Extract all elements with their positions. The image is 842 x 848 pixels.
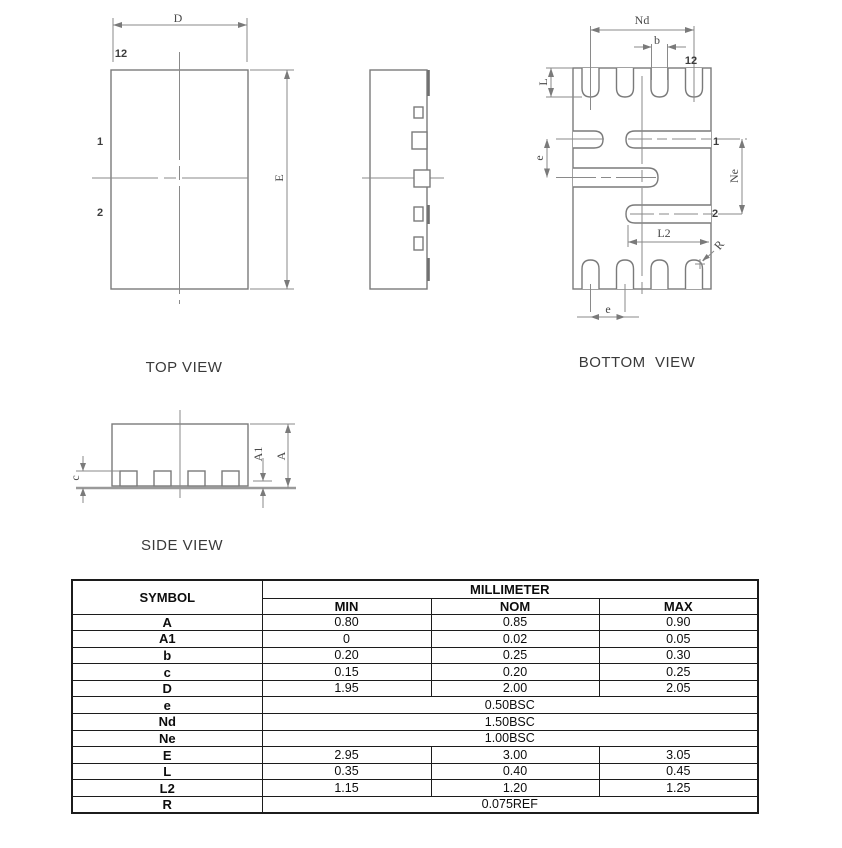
arrowhead (643, 44, 652, 50)
symbol-cell: Nd (72, 714, 262, 731)
arrowhead (284, 280, 290, 289)
bottom-view (532, 13, 747, 320)
top-view (92, 11, 294, 304)
dim-label-D: D (173, 11, 183, 25)
arrowhead (285, 424, 291, 433)
table-row (72, 697, 758, 714)
span-cell: 0.075REF (262, 797, 758, 814)
dimension-Ne (727, 139, 745, 214)
header-max: MAX (599, 598, 758, 614)
arrowhead (628, 239, 637, 245)
symbol-cell: D (72, 680, 262, 697)
table-row (72, 730, 758, 747)
nom-cell: 3.00 (431, 747, 599, 764)
dim-label-e-bottom: e (605, 302, 611, 316)
max-cell: 3.05 (599, 747, 758, 764)
arrowhead (702, 254, 710, 261)
symbol-cell: A1 (72, 631, 262, 648)
pin-label-1-bottom-view: 1 (712, 136, 720, 148)
arrowhead (548, 88, 554, 97)
symbol-cell: e (72, 697, 262, 714)
lead (222, 471, 239, 486)
max-cell: 0.45 (599, 763, 758, 780)
header-millimeter: MILLIMETER (262, 580, 758, 598)
dim-label-L: L (536, 78, 550, 86)
arrowhead (548, 68, 554, 77)
table-row (72, 763, 758, 780)
dimension-E (250, 70, 294, 289)
symbol-cell: Ne (72, 730, 262, 747)
arrowhead (739, 205, 745, 214)
side-view-title: SIDE VIEW (140, 537, 224, 554)
header-nom: NOM (431, 598, 599, 614)
side-view (68, 410, 296, 508)
min-cell: 1.15 (262, 780, 431, 797)
table-row (72, 714, 758, 731)
nom-cell: 0.20 (431, 664, 599, 681)
min-cell: 0.20 (262, 647, 431, 664)
nom-cell: 1.20 (431, 780, 599, 797)
span-cell: 1.00BSC (262, 730, 758, 747)
arrowhead (238, 22, 247, 28)
arrowhead (544, 139, 550, 148)
arrowhead (284, 70, 290, 79)
symbol-cell: b (72, 647, 262, 664)
dim-label-A: A (274, 451, 288, 461)
table-row (72, 647, 758, 664)
arrowhead (668, 44, 677, 50)
dim-label-L2: L2 (657, 226, 671, 240)
table-row (72, 780, 758, 797)
arrowhead (544, 169, 550, 178)
symbol-cell: L (72, 763, 262, 780)
lead (188, 471, 205, 486)
pin-label-2-top-view: 2 (96, 207, 104, 219)
arrowhead (260, 473, 266, 481)
min-cell: 1.95 (262, 680, 431, 697)
arrowhead (617, 314, 626, 320)
nom-cell: 0.25 (431, 647, 599, 664)
table-row (72, 680, 758, 697)
arrowhead (685, 27, 694, 33)
lead-side-view (362, 70, 444, 289)
arrowhead (591, 314, 600, 320)
min-cell: 0.80 (262, 614, 431, 631)
table-header-row (72, 580, 758, 598)
dimension-e-side (532, 139, 550, 178)
lead-pad (412, 132, 427, 149)
header-min: MIN (262, 598, 431, 614)
lead-pad (414, 237, 423, 250)
symbol-cell: c (72, 664, 262, 681)
header-symbol: SYMBOL (72, 580, 262, 614)
arrowhead (285, 478, 291, 487)
lead-pad (414, 170, 430, 187)
dim-label-Nd: Nd (634, 13, 650, 27)
arrowhead (591, 27, 600, 33)
nom-cell: 0.02 (431, 631, 599, 648)
top-view-title: TOP VIEW (145, 359, 223, 376)
pin (651, 260, 668, 289)
pin-label-1-top-view: 1 (96, 136, 104, 148)
max-cell: 0.05 (599, 631, 758, 648)
nom-cell: 0.40 (431, 763, 599, 780)
lead (154, 471, 171, 486)
dim-label-A1: A1 (251, 446, 265, 462)
dim-label-Ne: Ne (727, 169, 741, 183)
dimension-A1 (251, 447, 272, 508)
max-cell: 1.25 (599, 780, 758, 797)
arrowhead (700, 239, 709, 245)
max-cell: 0.25 (599, 664, 758, 681)
symbol-cell: A (72, 614, 262, 631)
arrowhead (80, 463, 86, 471)
dimension-L (536, 68, 582, 97)
dim-label-R: R (711, 237, 727, 253)
min-cell: 0.35 (262, 763, 431, 780)
arrowhead (739, 139, 745, 148)
nom-cell: 2.00 (431, 680, 599, 697)
dim-label-e-side: e (532, 155, 546, 161)
lead (120, 471, 137, 486)
pin-label-2-bottom-view: 2 (711, 208, 719, 220)
span-cell: 0.50BSC (262, 697, 758, 714)
symbol-cell: E (72, 747, 262, 764)
nom-cell: 0.85 (431, 614, 599, 631)
symbol-cell: R (72, 797, 262, 814)
dimension-table (71, 579, 759, 814)
table-row (72, 664, 758, 681)
max-cell: 0.90 (599, 614, 758, 631)
max-cell: 0.30 (599, 647, 758, 664)
lead-pad (414, 207, 423, 221)
dimension-L2 (628, 225, 709, 247)
table-row (72, 797, 758, 814)
dim-label-E: E (272, 174, 286, 182)
max-cell: 2.05 (599, 680, 758, 697)
bottom-view-title: BOTTOM VIEW (578, 354, 696, 371)
min-cell: 2.95 (262, 747, 431, 764)
pin-label-12-bottom-view: 12 (684, 55, 698, 67)
arrowhead (113, 22, 122, 28)
table-row (72, 614, 758, 631)
lead-pad (414, 107, 423, 118)
pin (651, 68, 668, 97)
symbol-cell: L2 (72, 780, 262, 797)
table-row (72, 747, 758, 764)
span-cell: 1.50BSC (262, 714, 758, 731)
dim-label-c: c (68, 475, 82, 481)
pin-label-12-top-view: 12 (114, 48, 128, 60)
min-cell: 0 (262, 631, 431, 648)
pin (617, 68, 634, 97)
dim-label-b: b (654, 33, 660, 47)
table-row (72, 631, 758, 648)
min-cell: 0.15 (262, 664, 431, 681)
